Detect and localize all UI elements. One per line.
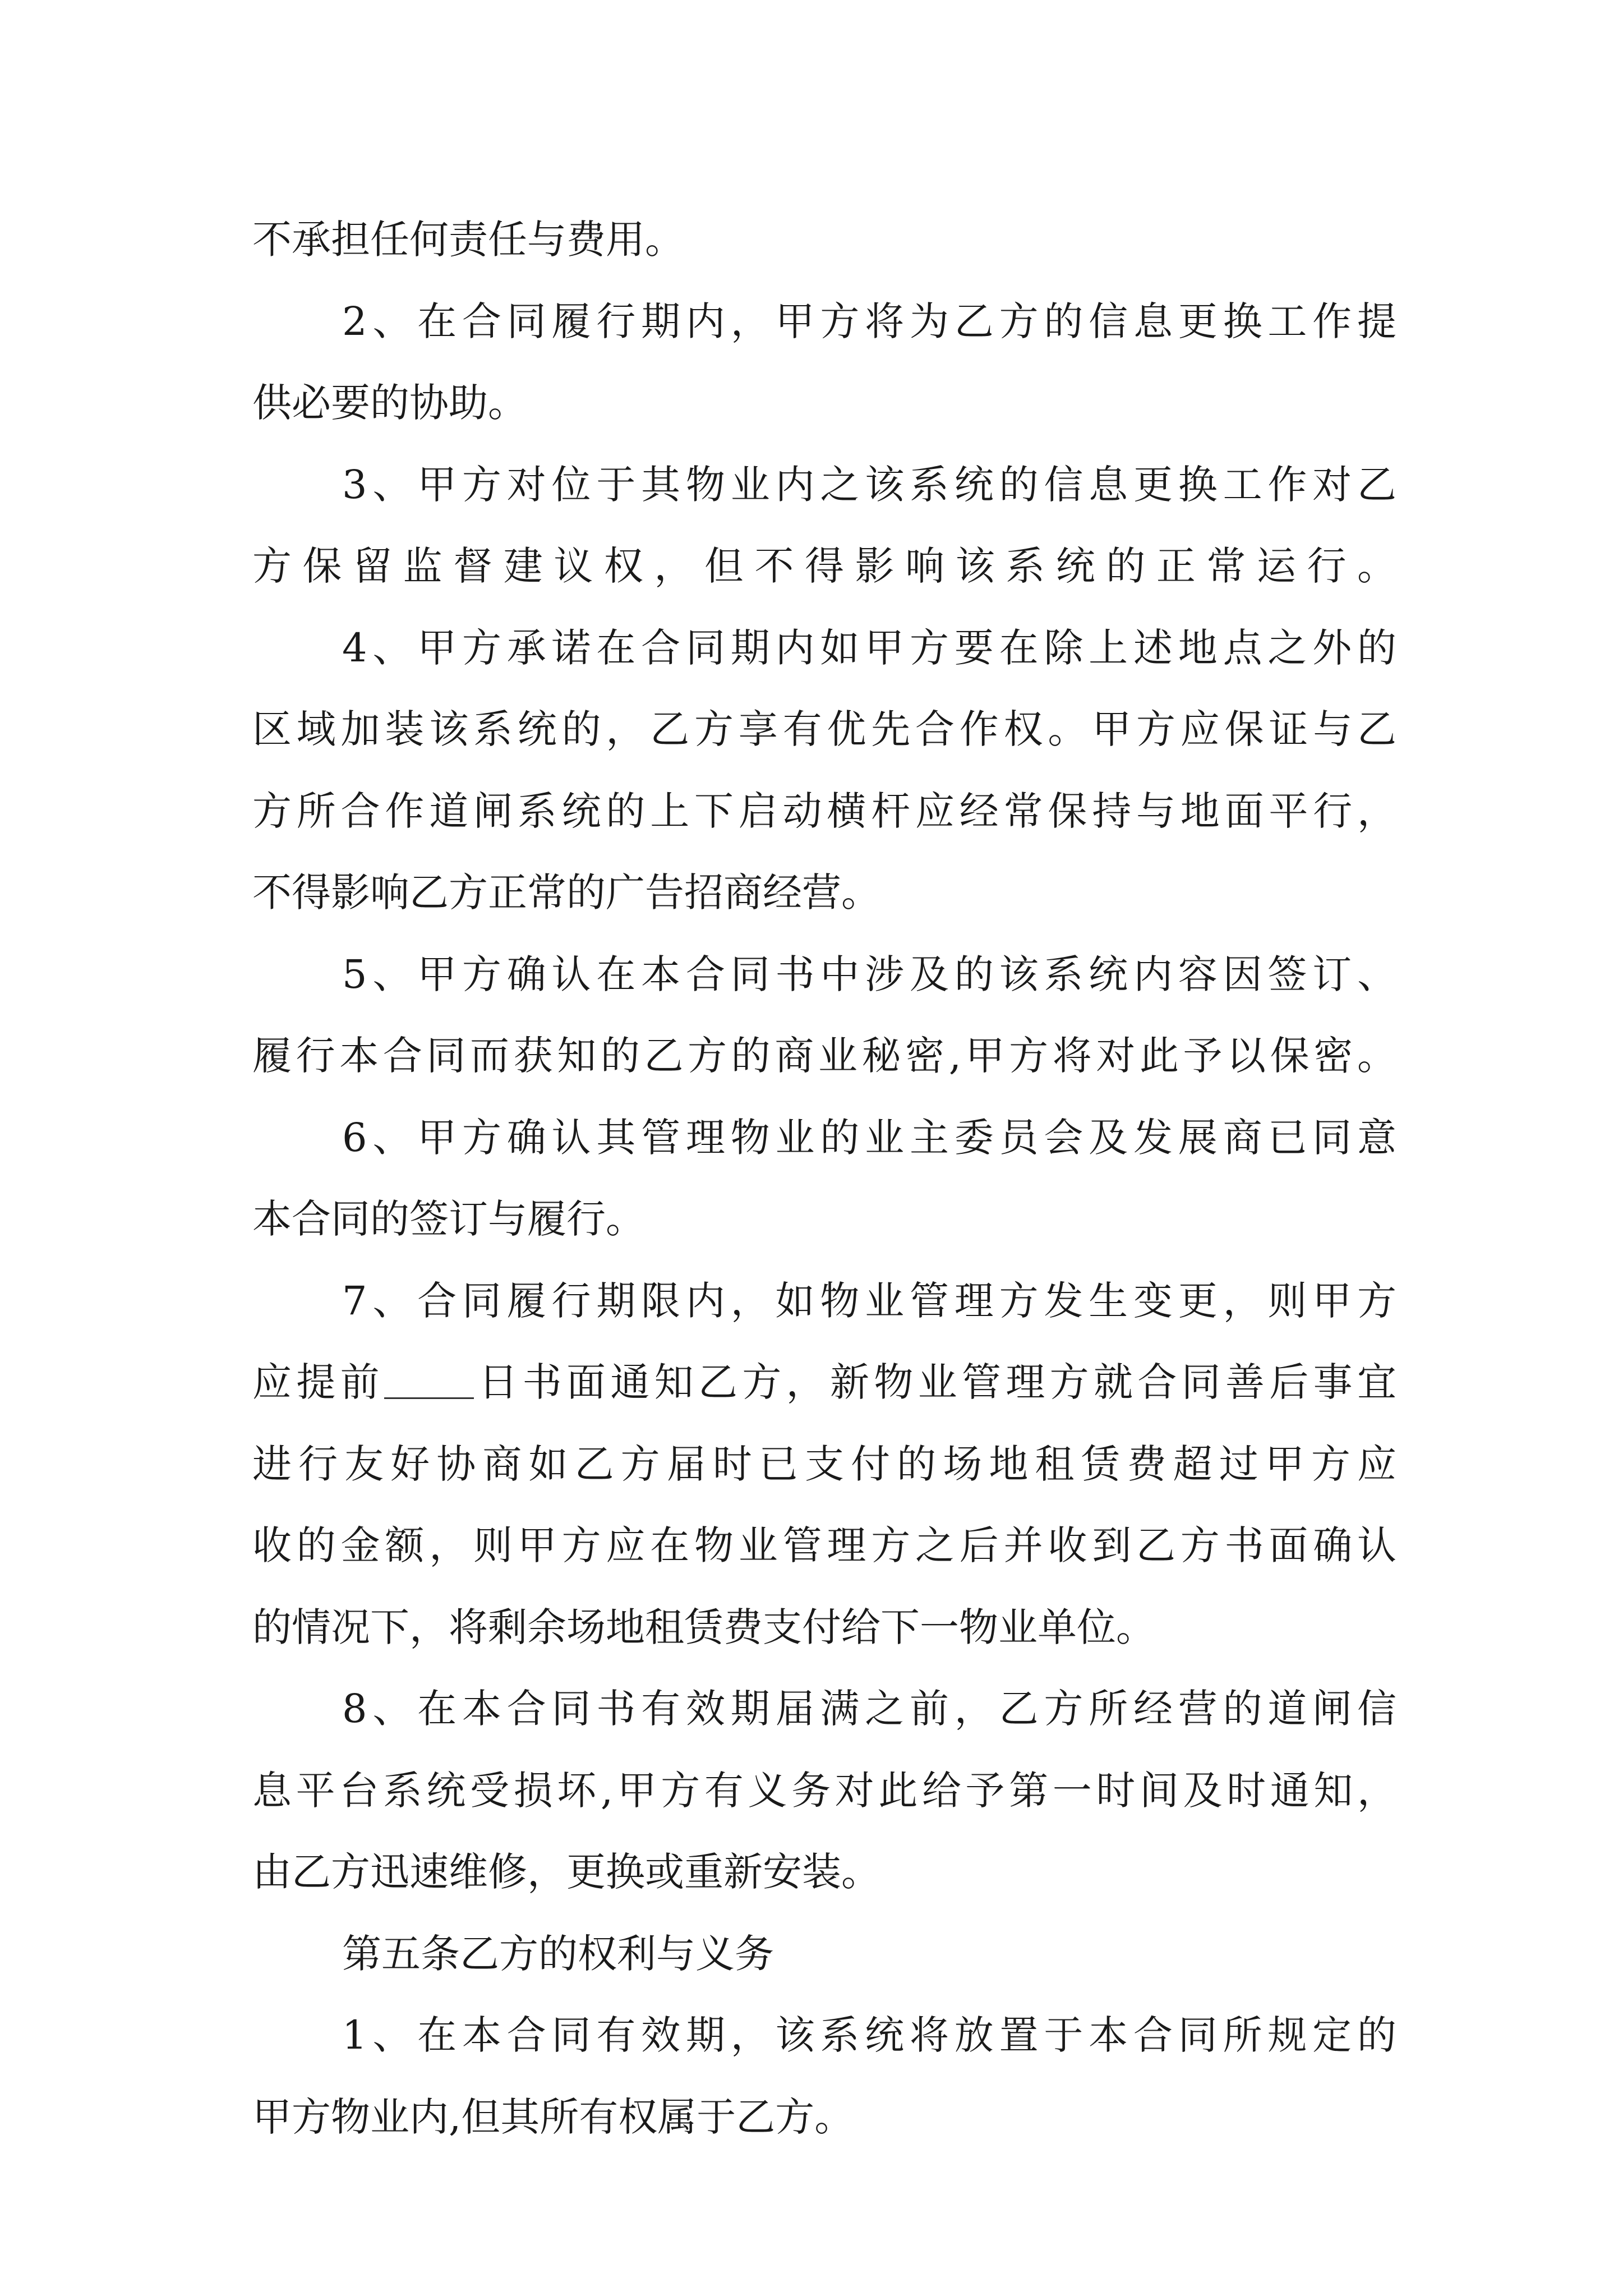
text-line: 履行本合同而获知的乙方的商业秘密,甲方将对此予以保密。 [252,1033,1396,1079]
text-line: 2、在合同履行期内，甲方将为乙方的信息更换工作提 [342,298,1396,344]
text-line: 由乙方迅速维修，更换或重新安装。 [252,1849,880,1895]
text-line: 方所合作道闸系统的上下启动横杆应经常保持与地面平行， [252,788,1396,834]
contract-text-body [252,199,1396,2158]
text-line: 进行友好协商如乙方届时已支付的场地租赁费超过甲方应 [252,1441,1396,1487]
text-line: 3、甲方对位于其物业内之该系统的信息更换工作对乙 [342,461,1396,508]
text-line: 4、甲方承诺在合同期内如甲方要在除上述地点之外的 [342,624,1396,671]
text-line: 5、甲方确认在本合同书中涉及的该系统内容因签订、 [342,951,1396,997]
text-line: 6、甲方确认其管理物业的业主委员会及发展商已同意 [342,1114,1396,1161]
text-line: 1、在本合同有效期，该系统将放置于本合同所规定的 [342,2012,1396,2058]
fill-in-blank [384,1364,474,1399]
text-line: 7、合同履行期限内，如物业管理方发生变更，则甲方 [342,1277,1396,1324]
text-line-with-blank [252,1342,1396,1424]
text-after-blank: 日书面通知乙方，新物业管理方就合同善后事宜 [474,1359,1396,1405]
section-heading: 第五条乙方的权利与义务 [342,1930,774,1977]
text-line: 甲方物业内,但其所有权属于乙方。 [252,2093,854,2140]
text-line: 区域加装该系统的，乙方享有优先合作权。甲方应保证与乙 [252,706,1396,752]
text-line: 8、在本合同书有效期届满之前，乙方所经营的道闸信 [342,1686,1396,1732]
text-line: 本合同的签订与履行。 [252,1196,645,1242]
text-line: 收的金额，则甲方应在物业管理方之后并收到乙方书面确认 [252,1522,1396,1568]
text-line: 不承担任何责任与费用。 [252,217,684,263]
text-line: 的情况下，将剩余场地租赁费支付给下一物业单位。 [252,1604,1155,1650]
text-line: 供必要的协助。 [252,380,527,426]
text-line: 息平台系统受损坏,甲方有义务对此给予第一时间及时通知， [252,1767,1396,1814]
text-line: 不得影响乙方正常的广告招商经营。 [252,869,880,915]
text-line: 方保留监督建议权，但不得影响该系统的正常运行。 [252,543,1396,589]
text-before-blank: 应提前 [252,1359,384,1405]
